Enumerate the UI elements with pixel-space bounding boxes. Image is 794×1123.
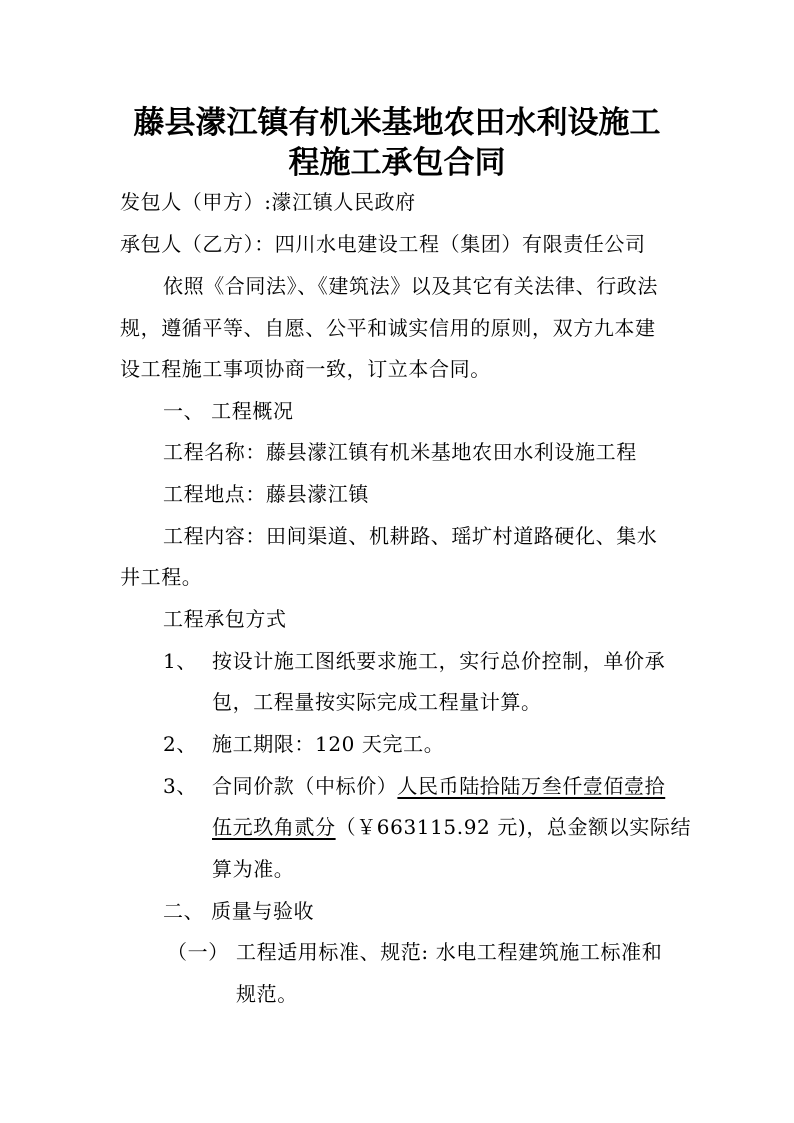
document-title-line-2: 程施工承包合同 xyxy=(288,145,506,181)
project-location-line: 工程地点：藤县濛江镇 xyxy=(163,482,369,506)
contractor-line: 承包人（乙方）：四川水电建设工程（集团）有限责任公司 xyxy=(120,232,646,256)
project-content-line-2: 井工程。 xyxy=(120,565,203,589)
item-3-line-3: 算为准。 xyxy=(212,857,295,881)
amount-in-words-part-2: 伍元玖角贰分 xyxy=(212,815,336,839)
sub-item-1-line-1: 工程适用标准、规范: 水电工程建筑施工标准和 xyxy=(236,940,663,964)
sub-item-1-line-2: 规范。 xyxy=(236,982,298,1006)
item-3-line-2 xyxy=(212,812,691,842)
item-1-number: 1、 xyxy=(163,649,197,673)
item-1-line-2: 包，工程量按实际完成工程量计算。 xyxy=(212,690,542,714)
item-3-number: 3、 xyxy=(163,774,197,798)
amount-in-words-part-1: 人民币陆拾陆万叁仟壹佰壹拾 xyxy=(397,774,666,798)
preamble-line-2: 规，遵循平等、自愿、公平和诚实信用的原则，双方九本建 xyxy=(120,316,656,340)
employer-line: 发包人（甲方）:濛江镇人民政府 xyxy=(120,190,416,214)
preamble-line-3: 设工程施工事项协商一致，订立本合同。 xyxy=(120,357,491,381)
section-1-heading: 一、 工程概况 xyxy=(163,399,294,423)
section-2-heading: 二、 质量与验收 xyxy=(163,899,315,923)
contract-mode-heading: 工程承包方式 xyxy=(163,607,287,631)
amount-in-figures: （￥663115.92 元)，总金额以实际结 xyxy=(335,815,692,839)
contract-price-label: 合同价款（中标价） xyxy=(212,774,398,798)
project-name-line: 工程名称：藤县濛江镇有机米基地农田水利设施工程 xyxy=(163,440,637,464)
item-1-line-1: 按设计施工图纸要求施工，实行总价控制，单价承 xyxy=(212,649,666,673)
document-title-line-1: 藤县濛江镇有机米基地农田水利设施工 xyxy=(133,105,661,141)
project-content-line-1: 工程内容：田间渠道、机耕路、瑶圹村道路硬化、集水 xyxy=(163,524,658,548)
sub-item-1-number: （一） xyxy=(167,940,229,964)
item-3-line-1 xyxy=(212,771,665,801)
item-2-number: 2、 xyxy=(163,732,197,756)
item-2-text: 施工期限：120 天完工。 xyxy=(212,732,445,756)
preamble-line-1: 依照《合同法》、《建筑法》以及其它有关法律、行政法 xyxy=(163,274,658,298)
